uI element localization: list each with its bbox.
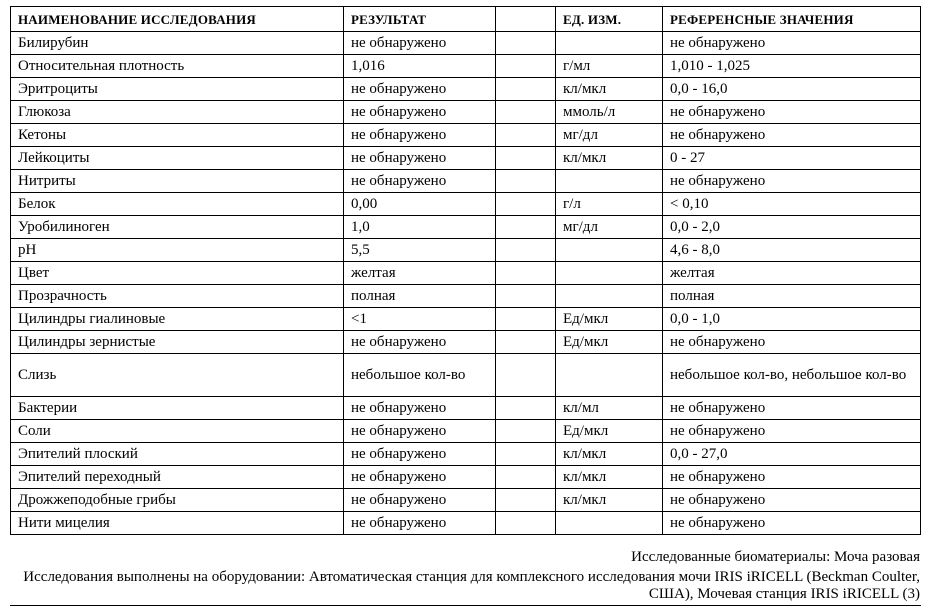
cell-empty <box>496 32 556 55</box>
cell-reference: не обнаружено <box>663 397 921 420</box>
cell-reference: не обнаружено <box>663 170 921 193</box>
cell-reference: < 0,10 <box>663 193 921 216</box>
cell-reference: не обнаружено <box>663 124 921 147</box>
cell-reference: не обнаружено <box>663 489 921 512</box>
results-table <box>10 6 921 535</box>
cell-unit: мг/дл <box>556 216 663 239</box>
cell-name: Глюкоза <box>11 101 344 124</box>
table-row <box>11 443 921 466</box>
table-row <box>11 147 921 170</box>
cell-empty <box>496 262 556 285</box>
cell-name: Цвет <box>11 262 344 285</box>
cell-result: не обнаружено <box>344 170 496 193</box>
cell-unit: г/мл <box>556 55 663 78</box>
cell-result: 1,0 <box>344 216 496 239</box>
table-row <box>11 262 921 285</box>
cell-empty <box>496 420 556 443</box>
cell-reference: не обнаружено <box>663 420 921 443</box>
cell-unit <box>556 512 663 535</box>
cell-unit: кл/мкл <box>556 147 663 170</box>
table-row <box>11 32 921 55</box>
cell-name: Эпителий плоский <box>11 443 344 466</box>
cell-result: 1,016 <box>344 55 496 78</box>
cell-unit: кл/мкл <box>556 78 663 101</box>
cell-result: не обнаружено <box>344 101 496 124</box>
cell-reference: 4,6 - 8,0 <box>663 239 921 262</box>
cell-result: не обнаружено <box>344 124 496 147</box>
cell-result: желтая <box>344 262 496 285</box>
bottom-divider <box>10 605 921 606</box>
table-row <box>11 55 921 78</box>
cell-empty <box>496 124 556 147</box>
table-row <box>11 512 921 535</box>
cell-name: Нитриты <box>11 170 344 193</box>
cell-empty <box>496 101 556 124</box>
cell-name: Прозрачность <box>11 285 344 308</box>
cell-name: Относительная плотность <box>11 55 344 78</box>
cell-result: полная <box>344 285 496 308</box>
cell-unit: ммоль/л <box>556 101 663 124</box>
cell-empty <box>496 466 556 489</box>
cell-unit: кл/мкл <box>556 443 663 466</box>
cell-empty <box>496 354 556 397</box>
cell-empty <box>496 308 556 331</box>
cell-empty <box>496 239 556 262</box>
cell-reference: не обнаружено <box>663 331 921 354</box>
cell-empty <box>496 489 556 512</box>
cell-name: Цилиндры гиалиновые <box>11 308 344 331</box>
cell-empty <box>496 193 556 216</box>
cell-result: не обнаружено <box>344 397 496 420</box>
cell-unit: г/л <box>556 193 663 216</box>
cell-empty <box>496 443 556 466</box>
cell-result: 0,00 <box>344 193 496 216</box>
cell-name: Бактерии <box>11 397 344 420</box>
cell-result: 5,5 <box>344 239 496 262</box>
cell-unit: мг/дл <box>556 124 663 147</box>
cell-result: небольшое кол-во <box>344 354 496 397</box>
cell-empty <box>496 285 556 308</box>
cell-name: Эпителий переходный <box>11 466 344 489</box>
table-row <box>11 216 921 239</box>
cell-result: <1 <box>344 308 496 331</box>
header-reference: РЕФЕРЕНСНЫЕ ЗНАЧЕНИЯ <box>663 7 921 32</box>
table-row <box>11 308 921 331</box>
table-row <box>11 101 921 124</box>
cell-reference: не обнаружено <box>663 466 921 489</box>
table-row <box>11 285 921 308</box>
cell-reference: 0,0 - 27,0 <box>663 443 921 466</box>
table-header-row <box>11 7 921 32</box>
cell-result: не обнаружено <box>344 443 496 466</box>
cell-name: Эритроциты <box>11 78 344 101</box>
table-row <box>11 397 921 420</box>
cell-empty <box>496 216 556 239</box>
cell-unit: Ед/мкл <box>556 331 663 354</box>
header-unit: ЕД. ИЗМ. <box>556 7 663 32</box>
cell-reference: 0,0 - 1,0 <box>663 308 921 331</box>
cell-unit: Ед/мкл <box>556 308 663 331</box>
cell-result: не обнаружено <box>344 420 496 443</box>
cell-result: не обнаружено <box>344 512 496 535</box>
cell-reference: не обнаружено <box>663 32 921 55</box>
cell-name: Слизь <box>11 354 344 397</box>
cell-empty <box>496 170 556 193</box>
cell-result: не обнаружено <box>344 466 496 489</box>
footer-equipment: Исследования выполнены на оборудовании: Автоматическая станция для комплексного исследования мочи IRIS iRICELL (Beckman Coulter, США), Мочевая станция IRIS iRICELL (3) <box>23 569 920 602</box>
cell-unit: кл/мл <box>556 397 663 420</box>
cell-reference: 1,010 - 1,025 <box>663 55 921 78</box>
cell-result: не обнаружено <box>344 489 496 512</box>
cell-name: Лейкоциты <box>11 147 344 170</box>
cell-result: не обнаружено <box>344 32 496 55</box>
cell-name: Нити мицелия <box>11 512 344 535</box>
cell-empty <box>496 331 556 354</box>
cell-reference: небольшое кол-во, небольшое кол-во <box>663 354 921 397</box>
cell-name: Белок <box>11 193 344 216</box>
table-row <box>11 354 921 397</box>
cell-empty <box>496 78 556 101</box>
cell-unit <box>556 262 663 285</box>
cell-name: Кетоны <box>11 124 344 147</box>
cell-empty <box>496 397 556 420</box>
cell-reference: не обнаружено <box>663 512 921 535</box>
table-row <box>11 78 921 101</box>
cell-empty <box>496 512 556 535</box>
cell-unit <box>556 32 663 55</box>
header-result: РЕЗУЛЬТАТ <box>344 7 496 32</box>
table-row <box>11 466 921 489</box>
cell-name: Дрожжеподобные грибы <box>11 489 344 512</box>
cell-name: Билирубин <box>11 32 344 55</box>
cell-name: Уробилиноген <box>11 216 344 239</box>
table-row <box>11 420 921 443</box>
cell-reference: 0,0 - 16,0 <box>663 78 921 101</box>
cell-result: не обнаружено <box>344 78 496 101</box>
cell-unit <box>556 354 663 397</box>
header-empty <box>496 7 556 32</box>
cell-unit: кл/мкл <box>556 489 663 512</box>
footer-biomaterial: Исследованные биоматериалы: Моча разовая <box>631 549 920 565</box>
cell-unit <box>556 170 663 193</box>
cell-result: не обнаружено <box>344 331 496 354</box>
table-row <box>11 124 921 147</box>
table-row <box>11 239 921 262</box>
table-row <box>11 489 921 512</box>
cell-name: pH <box>11 239 344 262</box>
table-row <box>11 193 921 216</box>
cell-unit: Ед/мкл <box>556 420 663 443</box>
cell-result: не обнаружено <box>344 147 496 170</box>
cell-name: Цилиндры зернистые <box>11 331 344 354</box>
cell-name: Соли <box>11 420 344 443</box>
cell-reference: не обнаружено <box>663 101 921 124</box>
cell-reference: 0 - 27 <box>663 147 921 170</box>
cell-unit: кл/мкл <box>556 466 663 489</box>
cell-reference: полная <box>663 285 921 308</box>
cell-empty <box>496 147 556 170</box>
cell-unit <box>556 239 663 262</box>
cell-empty <box>496 55 556 78</box>
cell-reference: 0,0 - 2,0 <box>663 216 921 239</box>
table-row <box>11 331 921 354</box>
cell-unit <box>556 285 663 308</box>
table-row <box>11 170 921 193</box>
header-name: НАИМЕНОВАНИЕ ИССЛЕДОВАНИЯ <box>11 7 344 32</box>
table-body <box>11 32 921 535</box>
cell-reference: желтая <box>663 262 921 285</box>
